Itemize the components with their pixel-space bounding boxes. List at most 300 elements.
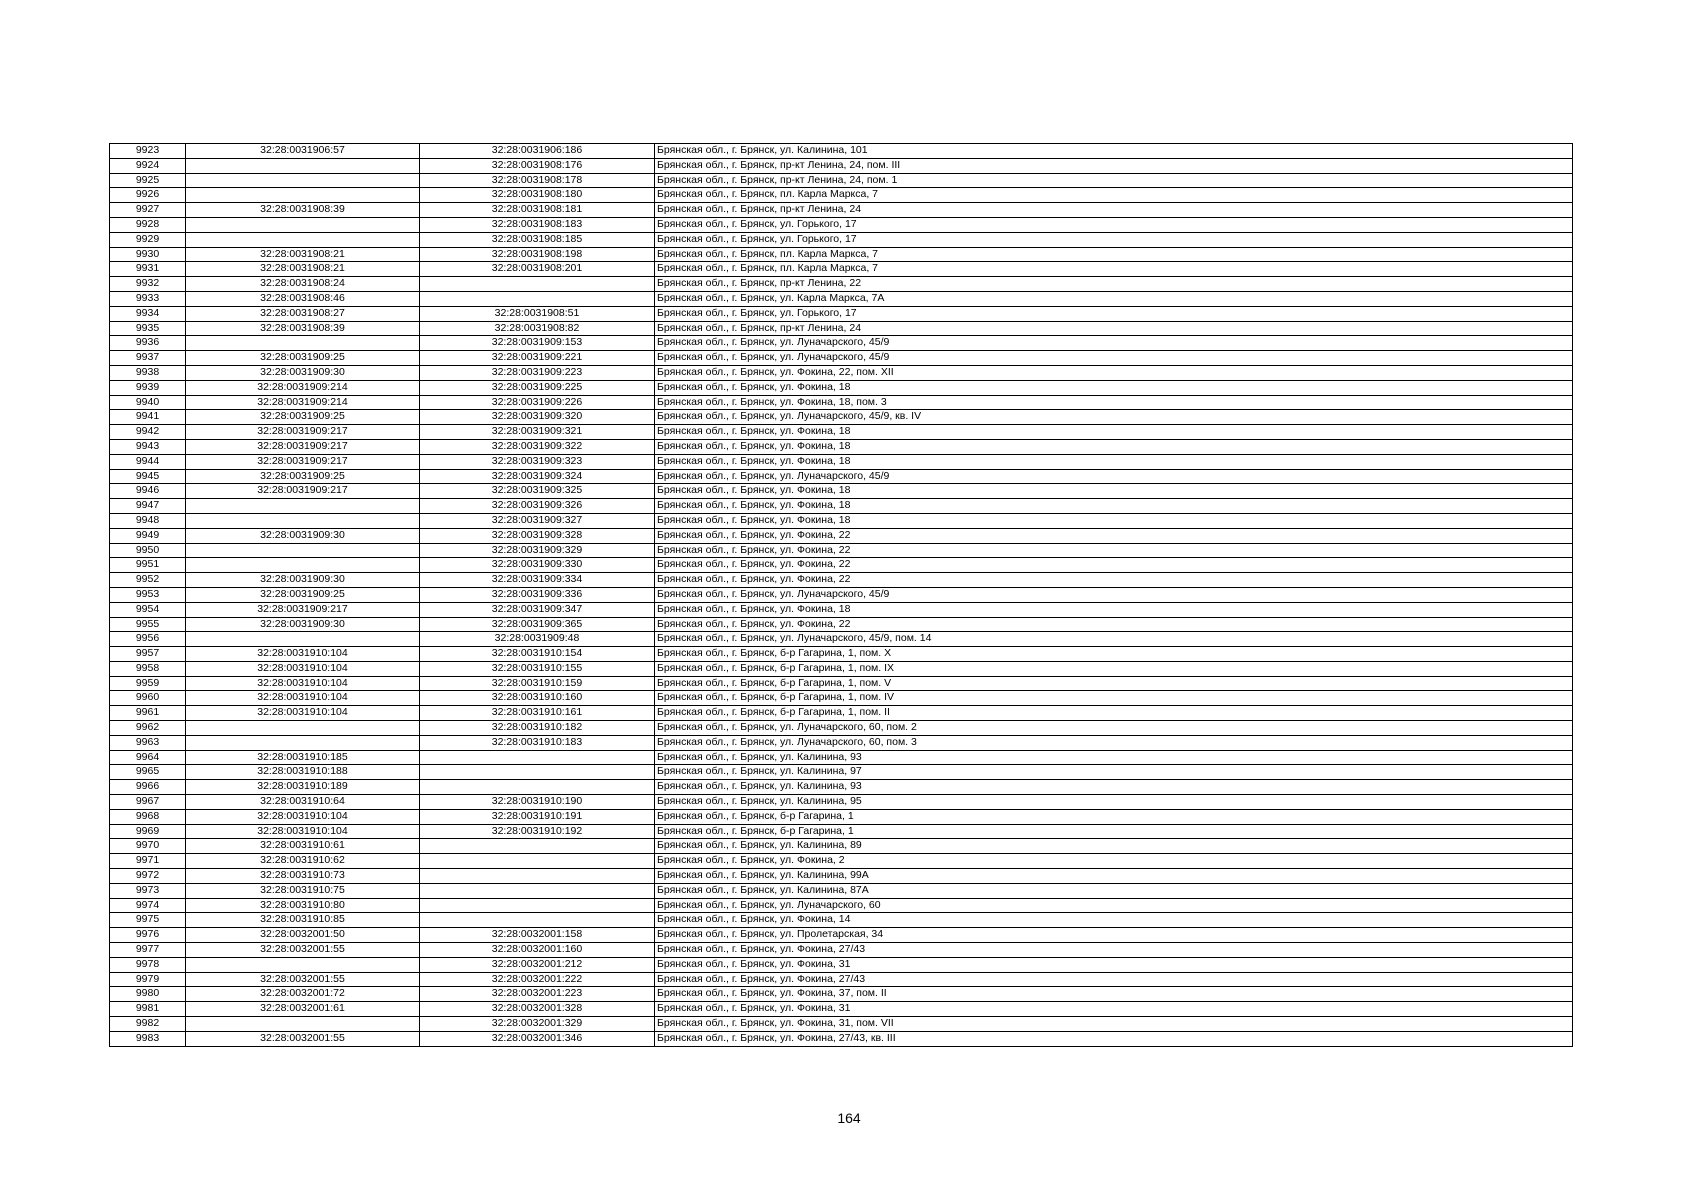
address-cell: Брянская обл., г. Брянск, ул. Фокина, 31 bbox=[655, 1002, 1573, 1017]
object-cadastral-cell: 32:28:0031909:326 bbox=[420, 499, 655, 514]
row-number-cell: 9968 bbox=[110, 809, 186, 824]
address-cell: Брянская обл., г. Брянск, б-р Гагарина, 1, пом. IV bbox=[655, 691, 1573, 706]
table-row bbox=[110, 765, 1573, 780]
row-number-cell: 9952 bbox=[110, 573, 186, 588]
object-cadastral-cell: 32:28:0031909:336 bbox=[420, 587, 655, 602]
table-row bbox=[110, 647, 1573, 662]
row-number-cell: 9971 bbox=[110, 854, 186, 869]
row-number-cell: 9960 bbox=[110, 691, 186, 706]
land-plot-cadastral-cell: 32:28:0031909:25 bbox=[186, 469, 420, 484]
land-plot-cadastral-cell: 32:28:0031910:185 bbox=[186, 750, 420, 765]
land-plot-cadastral-cell: 32:28:0031909:25 bbox=[186, 351, 420, 366]
table-row bbox=[110, 987, 1573, 1002]
land-plot-cadastral-cell bbox=[186, 957, 420, 972]
row-number-cell: 9972 bbox=[110, 869, 186, 884]
table-body bbox=[110, 144, 1573, 1047]
table-row bbox=[110, 839, 1573, 854]
row-number-cell: 9938 bbox=[110, 365, 186, 380]
row-number-cell: 9979 bbox=[110, 972, 186, 987]
land-plot-cadastral-cell bbox=[186, 158, 420, 173]
land-plot-cadastral-cell: 32:28:0031910:104 bbox=[186, 647, 420, 662]
land-plot-cadastral-cell: 32:28:0031910:64 bbox=[186, 795, 420, 810]
table-row bbox=[110, 869, 1573, 884]
object-cadastral-cell: 32:28:0031908:198 bbox=[420, 247, 655, 262]
table-row bbox=[110, 425, 1573, 440]
address-cell: Брянская обл., г. Брянск, пр-кт Ленина, 24 bbox=[655, 321, 1573, 336]
land-plot-cadastral-cell bbox=[186, 173, 420, 188]
address-cell: Брянская обл., г. Брянск, ул. Луначарского, 45/9 bbox=[655, 469, 1573, 484]
row-number-cell: 9975 bbox=[110, 913, 186, 928]
address-cell: Брянская обл., г. Брянск, ул. Фокина, 18 bbox=[655, 484, 1573, 499]
land-plot-cadastral-cell: 32:28:0031908:46 bbox=[186, 291, 420, 306]
table-row bbox=[110, 957, 1573, 972]
address-cell: Брянская обл., г. Брянск, пр-кт Ленина, 24 bbox=[655, 203, 1573, 218]
page-number: 164 bbox=[837, 1110, 861, 1126]
land-plot-cadastral-cell: 32:28:0031906:57 bbox=[186, 144, 420, 159]
table-row bbox=[110, 750, 1573, 765]
address-cell: Брянская обл., г. Брянск, пл. Карла Маркса, 7 bbox=[655, 188, 1573, 203]
address-cell: Брянская обл., г. Брянск, ул. Калинина, 97 bbox=[655, 765, 1573, 780]
object-cadastral-cell: 32:28:0031908:176 bbox=[420, 158, 655, 173]
land-plot-cadastral-cell: 32:28:0031908:27 bbox=[186, 306, 420, 321]
address-cell: Брянская обл., г. Брянск, ул. Фокина, 22 bbox=[655, 543, 1573, 558]
table-row bbox=[110, 380, 1573, 395]
land-plot-cadastral-cell: 32:28:0031909:25 bbox=[186, 587, 420, 602]
land-plot-cadastral-cell: 32:28:0031910:75 bbox=[186, 883, 420, 898]
address-cell: Брянская обл., г. Брянск, ул. Горького, 17 bbox=[655, 232, 1573, 247]
object-cadastral-cell: 32:28:0031909:320 bbox=[420, 410, 655, 425]
row-number-cell: 9973 bbox=[110, 883, 186, 898]
table-row bbox=[110, 336, 1573, 351]
land-plot-cadastral-cell: 32:28:0031910:104 bbox=[186, 809, 420, 824]
land-plot-cadastral-cell: 32:28:0031910:61 bbox=[186, 839, 420, 854]
object-cadastral-cell: 32:28:0031909:365 bbox=[420, 617, 655, 632]
row-number-cell: 9940 bbox=[110, 395, 186, 410]
table-row bbox=[110, 617, 1573, 632]
row-number-cell: 9980 bbox=[110, 987, 186, 1002]
land-plot-cadastral-cell bbox=[186, 232, 420, 247]
row-number-cell: 9926 bbox=[110, 188, 186, 203]
row-number-cell: 9928 bbox=[110, 217, 186, 232]
address-cell: Брянская обл., г. Брянск, ул. Фокина, 27/43 bbox=[655, 972, 1573, 987]
object-cadastral-cell bbox=[420, 839, 655, 854]
land-plot-cadastral-cell: 32:28:0031909:214 bbox=[186, 395, 420, 410]
row-number-cell: 9957 bbox=[110, 647, 186, 662]
land-plot-cadastral-cell: 32:28:0031910:188 bbox=[186, 765, 420, 780]
object-cadastral-cell: 32:28:0031909:323 bbox=[420, 454, 655, 469]
object-cadastral-cell bbox=[420, 898, 655, 913]
table-row bbox=[110, 528, 1573, 543]
table-row bbox=[110, 602, 1573, 617]
table-row bbox=[110, 691, 1573, 706]
object-cadastral-cell bbox=[420, 277, 655, 292]
land-plot-cadastral-cell: 32:28:0031909:217 bbox=[186, 425, 420, 440]
row-number-cell: 9964 bbox=[110, 750, 186, 765]
land-plot-cadastral-cell: 32:28:0031910:104 bbox=[186, 676, 420, 691]
row-number-cell: 9983 bbox=[110, 1031, 186, 1046]
land-plot-cadastral-cell: 32:28:0031908:39 bbox=[186, 203, 420, 218]
land-plot-cadastral-cell bbox=[186, 721, 420, 736]
table-row bbox=[110, 809, 1573, 824]
row-number-cell: 9963 bbox=[110, 735, 186, 750]
table-row bbox=[110, 291, 1573, 306]
object-cadastral-cell: 32:28:0031908:51 bbox=[420, 306, 655, 321]
table-row bbox=[110, 469, 1573, 484]
land-plot-cadastral-cell: 32:28:0032001:55 bbox=[186, 1031, 420, 1046]
land-plot-cadastral-cell bbox=[186, 558, 420, 573]
object-cadastral-cell: 32:28:0031910:154 bbox=[420, 647, 655, 662]
row-number-cell: 9925 bbox=[110, 173, 186, 188]
object-cadastral-cell: 32:28:0031909:223 bbox=[420, 365, 655, 380]
table-row bbox=[110, 513, 1573, 528]
row-number-cell: 9935 bbox=[110, 321, 186, 336]
object-cadastral-cell: 32:28:0031910:182 bbox=[420, 721, 655, 736]
table-row bbox=[110, 247, 1573, 262]
land-plot-cadastral-cell: 32:28:0032001:72 bbox=[186, 987, 420, 1002]
row-number-cell: 9927 bbox=[110, 203, 186, 218]
address-cell: Брянская обл., г. Брянск, пл. Карла Маркса, 7 bbox=[655, 247, 1573, 262]
table-row bbox=[110, 217, 1573, 232]
address-cell: Брянская обл., г. Брянск, ул. Луначарского, 60, пом. 2 bbox=[655, 721, 1573, 736]
row-number-cell: 9978 bbox=[110, 957, 186, 972]
address-cell: Брянская обл., г. Брянск, ул. Луначарского, 60, пом. 3 bbox=[655, 735, 1573, 750]
land-plot-cadastral-cell: 32:28:0031910:104 bbox=[186, 661, 420, 676]
table-row bbox=[110, 676, 1573, 691]
land-plot-cadastral-cell: 32:28:0031908:39 bbox=[186, 321, 420, 336]
object-cadastral-cell: 32:28:0031908:185 bbox=[420, 232, 655, 247]
land-plot-cadastral-cell: 32:28:0031909:217 bbox=[186, 454, 420, 469]
land-plot-cadastral-cell: 32:28:0031910:73 bbox=[186, 869, 420, 884]
address-cell: Брянская обл., г. Брянск, ул. Фокина, 31 bbox=[655, 957, 1573, 972]
row-number-cell: 9961 bbox=[110, 706, 186, 721]
table-row bbox=[110, 203, 1573, 218]
table-row bbox=[110, 573, 1573, 588]
object-cadastral-cell: 32:28:0031906:186 bbox=[420, 144, 655, 159]
land-plot-cadastral-cell: 32:28:0031908:24 bbox=[186, 277, 420, 292]
row-number-cell: 9982 bbox=[110, 1017, 186, 1032]
table-row bbox=[110, 365, 1573, 380]
object-cadastral-cell: 32:28:0031909:48 bbox=[420, 632, 655, 647]
object-cadastral-cell: 32:28:0032001:212 bbox=[420, 957, 655, 972]
object-cadastral-cell: 32:28:0032001:328 bbox=[420, 1002, 655, 1017]
row-number-cell: 9958 bbox=[110, 661, 186, 676]
land-plot-cadastral-cell: 32:28:0031910:189 bbox=[186, 780, 420, 795]
object-cadastral-cell bbox=[420, 883, 655, 898]
land-plot-cadastral-cell: 32:28:0031909:30 bbox=[186, 573, 420, 588]
row-number-cell: 9933 bbox=[110, 291, 186, 306]
land-plot-cadastral-cell bbox=[186, 499, 420, 514]
table-row bbox=[110, 883, 1573, 898]
table-row bbox=[110, 1002, 1573, 1017]
land-plot-cadastral-cell: 32:28:0031908:21 bbox=[186, 247, 420, 262]
row-number-cell: 9944 bbox=[110, 454, 186, 469]
table-row bbox=[110, 262, 1573, 277]
row-number-cell: 9931 bbox=[110, 262, 186, 277]
table-row bbox=[110, 173, 1573, 188]
object-cadastral-cell bbox=[420, 869, 655, 884]
address-cell: Брянская обл., г. Брянск, ул. Луначарского, 60 bbox=[655, 898, 1573, 913]
land-plot-cadastral-cell bbox=[186, 543, 420, 558]
row-number-cell: 9930 bbox=[110, 247, 186, 262]
table-row bbox=[110, 277, 1573, 292]
object-cadastral-cell: 32:28:0031909:226 bbox=[420, 395, 655, 410]
row-number-cell: 9970 bbox=[110, 839, 186, 854]
row-number-cell: 9945 bbox=[110, 469, 186, 484]
table-row bbox=[110, 735, 1573, 750]
address-cell: Брянская обл., г. Брянск, ул. Калинина, 93 bbox=[655, 750, 1573, 765]
land-plot-cadastral-cell: 32:28:0031910:62 bbox=[186, 854, 420, 869]
row-number-cell: 9923 bbox=[110, 144, 186, 159]
address-cell: Брянская обл., г. Брянск, б-р Гагарина, 1, пом. IX bbox=[655, 661, 1573, 676]
object-cadastral-cell: 32:28:0031908:82 bbox=[420, 321, 655, 336]
row-number-cell: 9981 bbox=[110, 1002, 186, 1017]
address-cell: Брянская обл., г. Брянск, ул. Фокина, 22, пом. XII bbox=[655, 365, 1573, 380]
table-row bbox=[110, 395, 1573, 410]
object-cadastral-cell: 32:28:0031910:191 bbox=[420, 809, 655, 824]
object-cadastral-cell: 32:28:0031908:183 bbox=[420, 217, 655, 232]
row-number-cell: 9959 bbox=[110, 676, 186, 691]
table-row bbox=[110, 158, 1573, 173]
table-row bbox=[110, 587, 1573, 602]
row-number-cell: 9954 bbox=[110, 602, 186, 617]
table-row bbox=[110, 706, 1573, 721]
land-plot-cadastral-cell bbox=[186, 217, 420, 232]
land-plot-cadastral-cell bbox=[186, 336, 420, 351]
address-cell: Брянская обл., г. Брянск, ул. Калинина, 99А bbox=[655, 869, 1573, 884]
object-cadastral-cell: 32:28:0031909:153 bbox=[420, 336, 655, 351]
address-cell: Брянская обл., г. Брянск, ул. Калинина, 89 bbox=[655, 839, 1573, 854]
table-row bbox=[110, 661, 1573, 676]
address-cell: Брянская обл., г. Брянск, ул. Луначарского, 45/9 bbox=[655, 351, 1573, 366]
row-number-cell: 9953 bbox=[110, 587, 186, 602]
address-cell: Брянская обл., г. Брянск, ул. Фокина, 18 bbox=[655, 439, 1573, 454]
table-row bbox=[110, 780, 1573, 795]
row-number-cell: 9943 bbox=[110, 439, 186, 454]
object-cadastral-cell: 32:28:0031908:181 bbox=[420, 203, 655, 218]
row-number-cell: 9949 bbox=[110, 528, 186, 543]
address-cell: Брянская обл., г. Брянск, ул. Фокина, 22 bbox=[655, 558, 1573, 573]
land-plot-cadastral-cell: 32:28:0031909:30 bbox=[186, 365, 420, 380]
object-cadastral-cell: 32:28:0031908:180 bbox=[420, 188, 655, 203]
object-cadastral-cell: 32:28:0031909:325 bbox=[420, 484, 655, 499]
address-cell: Брянская обл., г. Брянск, ул. Фокина, 31, пом. VII bbox=[655, 1017, 1573, 1032]
object-cadastral-cell: 32:28:0031910:160 bbox=[420, 691, 655, 706]
cadastral-table bbox=[109, 143, 1573, 1047]
row-number-cell: 9946 bbox=[110, 484, 186, 499]
object-cadastral-cell: 32:28:0032001:329 bbox=[420, 1017, 655, 1032]
table-row bbox=[110, 306, 1573, 321]
address-cell: Брянская обл., г. Брянск, б-р Гагарина, 1, пом. X bbox=[655, 647, 1573, 662]
land-plot-cadastral-cell: 32:28:0031910:104 bbox=[186, 706, 420, 721]
land-plot-cadastral-cell: 32:28:0031909:30 bbox=[186, 617, 420, 632]
object-cadastral-cell: 32:28:0031909:329 bbox=[420, 543, 655, 558]
table-row bbox=[110, 351, 1573, 366]
land-plot-cadastral-cell: 32:28:0032001:61 bbox=[186, 1002, 420, 1017]
object-cadastral-cell: 32:28:0031909:321 bbox=[420, 425, 655, 440]
row-number-cell: 9941 bbox=[110, 410, 186, 425]
land-plot-cadastral-cell: 32:28:0031910:80 bbox=[186, 898, 420, 913]
object-cadastral-cell: 32:28:0032001:160 bbox=[420, 943, 655, 958]
address-cell: Брянская обл., г. Брянск, пр-кт Ленина, 22 bbox=[655, 277, 1573, 292]
address-cell: Брянская обл., г. Брянск, ул. Фокина, 27/43 bbox=[655, 943, 1573, 958]
address-cell: Брянская обл., г. Брянск, ул. Луначарского, 45/9, пом. 14 bbox=[655, 632, 1573, 647]
object-cadastral-cell: 32:28:0032001:223 bbox=[420, 987, 655, 1002]
land-plot-cadastral-cell: 32:28:0031908:21 bbox=[186, 262, 420, 277]
table-row bbox=[110, 721, 1573, 736]
table-row bbox=[110, 144, 1573, 159]
land-plot-cadastral-cell: 32:28:0031909:217 bbox=[186, 439, 420, 454]
table-row bbox=[110, 543, 1573, 558]
land-plot-cadastral-cell: 32:28:0031910:85 bbox=[186, 913, 420, 928]
row-number-cell: 9955 bbox=[110, 617, 186, 632]
address-cell: Брянская обл., г. Брянск, ул. Калинина, 93 bbox=[655, 780, 1573, 795]
land-plot-cadastral-cell: 32:28:0031909:217 bbox=[186, 484, 420, 499]
address-cell: Брянская обл., г. Брянск, ул. Фокина, 18, пом. 3 bbox=[655, 395, 1573, 410]
address-cell: Брянская обл., г. Брянск, ул. Горького, 17 bbox=[655, 306, 1573, 321]
table-row bbox=[110, 854, 1573, 869]
address-cell: Брянская обл., г. Брянск, ул. Луначарского, 45/9, кв. IV bbox=[655, 410, 1573, 425]
table-row bbox=[110, 632, 1573, 647]
address-cell: Брянская обл., г. Брянск, ул. Пролетарская, 34 bbox=[655, 928, 1573, 943]
row-number-cell: 9974 bbox=[110, 898, 186, 913]
address-cell: Брянская обл., г. Брянск, ул. Фокина, 18 bbox=[655, 380, 1573, 395]
row-number-cell: 9962 bbox=[110, 721, 186, 736]
land-plot-cadastral-cell: 32:28:0031909:25 bbox=[186, 410, 420, 425]
object-cadastral-cell bbox=[420, 765, 655, 780]
object-cadastral-cell: 32:28:0032001:222 bbox=[420, 972, 655, 987]
table-row bbox=[110, 558, 1573, 573]
row-number-cell: 9967 bbox=[110, 795, 186, 810]
row-number-cell: 9939 bbox=[110, 380, 186, 395]
object-cadastral-cell: 32:28:0031910:183 bbox=[420, 735, 655, 750]
address-cell: Брянская обл., г. Брянск, ул. Фокина, 18 bbox=[655, 499, 1573, 514]
row-number-cell: 9936 bbox=[110, 336, 186, 351]
address-cell: Брянская обл., г. Брянск, пр-кт Ленина, 24, пом. 1 bbox=[655, 173, 1573, 188]
address-cell: Брянская обл., г. Брянск, б-р Гагарина, 1, пом. V bbox=[655, 676, 1573, 691]
row-number-cell: 9969 bbox=[110, 824, 186, 839]
object-cadastral-cell: 32:28:0031909:330 bbox=[420, 558, 655, 573]
address-cell: Брянская обл., г. Брянск, ул. Карла Маркса, 7А bbox=[655, 291, 1573, 306]
table-row bbox=[110, 972, 1573, 987]
table-row bbox=[110, 824, 1573, 839]
object-cadastral-cell bbox=[420, 854, 655, 869]
address-cell: Брянская обл., г. Брянск, ул. Фокина, 22 bbox=[655, 528, 1573, 543]
address-cell: Брянская обл., г. Брянск, ул. Калинина, 95 bbox=[655, 795, 1573, 810]
land-plot-cadastral-cell: 32:28:0031910:104 bbox=[186, 824, 420, 839]
row-number-cell: 9956 bbox=[110, 632, 186, 647]
table-row bbox=[110, 913, 1573, 928]
land-plot-cadastral-cell: 32:28:0031909:214 bbox=[186, 380, 420, 395]
address-cell: Брянская обл., г. Брянск, ул. Фокина, 18 bbox=[655, 425, 1573, 440]
address-cell: Брянская обл., г. Брянск, ул. Луначарского, 45/9 bbox=[655, 336, 1573, 351]
address-cell: Брянская обл., г. Брянск, ул. Фокина, 18 bbox=[655, 454, 1573, 469]
address-cell: Брянская обл., г. Брянск, б-р Гагарина, 1 bbox=[655, 809, 1573, 824]
object-cadastral-cell bbox=[420, 291, 655, 306]
object-cadastral-cell: 32:28:0031909:322 bbox=[420, 439, 655, 454]
object-cadastral-cell: 32:28:0031910:192 bbox=[420, 824, 655, 839]
land-plot-cadastral-cell: 32:28:0032001:50 bbox=[186, 928, 420, 943]
table-row bbox=[110, 1031, 1573, 1046]
address-cell: Брянская обл., г. Брянск, б-р Гагарина, 1 bbox=[655, 824, 1573, 839]
address-cell: Брянская обл., г. Брянск, ул. Фокина, 27/43, кв. III bbox=[655, 1031, 1573, 1046]
row-number-cell: 9924 bbox=[110, 158, 186, 173]
address-cell: Брянская обл., г. Брянск, ул. Луначарского, 45/9 bbox=[655, 587, 1573, 602]
table-row bbox=[110, 1017, 1573, 1032]
object-cadastral-cell: 32:28:0031909:324 bbox=[420, 469, 655, 484]
object-cadastral-cell: 32:28:0031908:178 bbox=[420, 173, 655, 188]
object-cadastral-cell: 32:28:0031909:347 bbox=[420, 602, 655, 617]
address-cell: Брянская обл., г. Брянск, пл. Карла Маркса, 7 bbox=[655, 262, 1573, 277]
object-cadastral-cell: 32:28:0032001:158 bbox=[420, 928, 655, 943]
row-number-cell: 9942 bbox=[110, 425, 186, 440]
object-cadastral-cell: 32:28:0031908:201 bbox=[420, 262, 655, 277]
land-plot-cadastral-cell: 32:28:0031909:217 bbox=[186, 602, 420, 617]
row-number-cell: 9929 bbox=[110, 232, 186, 247]
object-cadastral-cell: 32:28:0031910:161 bbox=[420, 706, 655, 721]
object-cadastral-cell: 32:28:0031909:327 bbox=[420, 513, 655, 528]
address-cell: Брянская обл., г. Брянск, ул. Калинина, 101 bbox=[655, 144, 1573, 159]
land-plot-cadastral-cell: 32:28:0032001:55 bbox=[186, 943, 420, 958]
land-plot-cadastral-cell bbox=[186, 632, 420, 647]
row-number-cell: 9965 bbox=[110, 765, 186, 780]
row-number-cell: 9950 bbox=[110, 543, 186, 558]
table-row bbox=[110, 928, 1573, 943]
table-row bbox=[110, 439, 1573, 454]
object-cadastral-cell: 32:28:0031909:221 bbox=[420, 351, 655, 366]
land-plot-cadastral-cell: 32:28:0031909:30 bbox=[186, 528, 420, 543]
row-number-cell: 9947 bbox=[110, 499, 186, 514]
row-number-cell: 9966 bbox=[110, 780, 186, 795]
object-cadastral-cell: 32:28:0031910:190 bbox=[420, 795, 655, 810]
table-row bbox=[110, 484, 1573, 499]
table-row bbox=[110, 321, 1573, 336]
land-plot-cadastral-cell bbox=[186, 1017, 420, 1032]
table-row bbox=[110, 898, 1573, 913]
object-cadastral-cell: 32:28:0031909:328 bbox=[420, 528, 655, 543]
address-cell: Брянская обл., г. Брянск, пр-кт Ленина, 24, пом. III bbox=[655, 158, 1573, 173]
address-cell: Брянская обл., г. Брянск, ул. Горького, 17 bbox=[655, 217, 1573, 232]
address-cell: Брянская обл., г. Брянск, б-р Гагарина, 1, пом. II bbox=[655, 706, 1573, 721]
land-plot-cadastral-cell bbox=[186, 188, 420, 203]
address-cell: Брянская обл., г. Брянск, ул. Фокина, 18 bbox=[655, 602, 1573, 617]
row-number-cell: 9977 bbox=[110, 943, 186, 958]
table-row bbox=[110, 499, 1573, 514]
address-cell: Брянская обл., г. Брянск, ул. Фокина, 2 bbox=[655, 854, 1573, 869]
object-cadastral-cell: 32:28:0031910:159 bbox=[420, 676, 655, 691]
row-number-cell: 9932 bbox=[110, 277, 186, 292]
row-number-cell: 9951 bbox=[110, 558, 186, 573]
object-cadastral-cell: 32:28:0031910:155 bbox=[420, 661, 655, 676]
row-number-cell: 9937 bbox=[110, 351, 186, 366]
address-cell: Брянская обл., г. Брянск, ул. Фокина, 37, пом. II bbox=[655, 987, 1573, 1002]
address-cell: Брянская обл., г. Брянск, ул. Фокина, 22 bbox=[655, 617, 1573, 632]
object-cadastral-cell bbox=[420, 780, 655, 795]
object-cadastral-cell bbox=[420, 913, 655, 928]
address-cell: Брянская обл., г. Брянск, ул. Калинина, 87А bbox=[655, 883, 1573, 898]
row-number-cell: 9976 bbox=[110, 928, 186, 943]
land-plot-cadastral-cell bbox=[186, 735, 420, 750]
row-number-cell: 9948 bbox=[110, 513, 186, 528]
table-row bbox=[110, 454, 1573, 469]
table-row bbox=[110, 943, 1573, 958]
object-cadastral-cell bbox=[420, 750, 655, 765]
object-cadastral-cell: 32:28:0031909:225 bbox=[420, 380, 655, 395]
land-plot-cadastral-cell: 32:28:0031910:104 bbox=[186, 691, 420, 706]
address-cell: Брянская обл., г. Брянск, ул. Фокина, 22 bbox=[655, 573, 1573, 588]
row-number-cell: 9934 bbox=[110, 306, 186, 321]
table-row bbox=[110, 188, 1573, 203]
land-plot-cadastral-cell bbox=[186, 513, 420, 528]
